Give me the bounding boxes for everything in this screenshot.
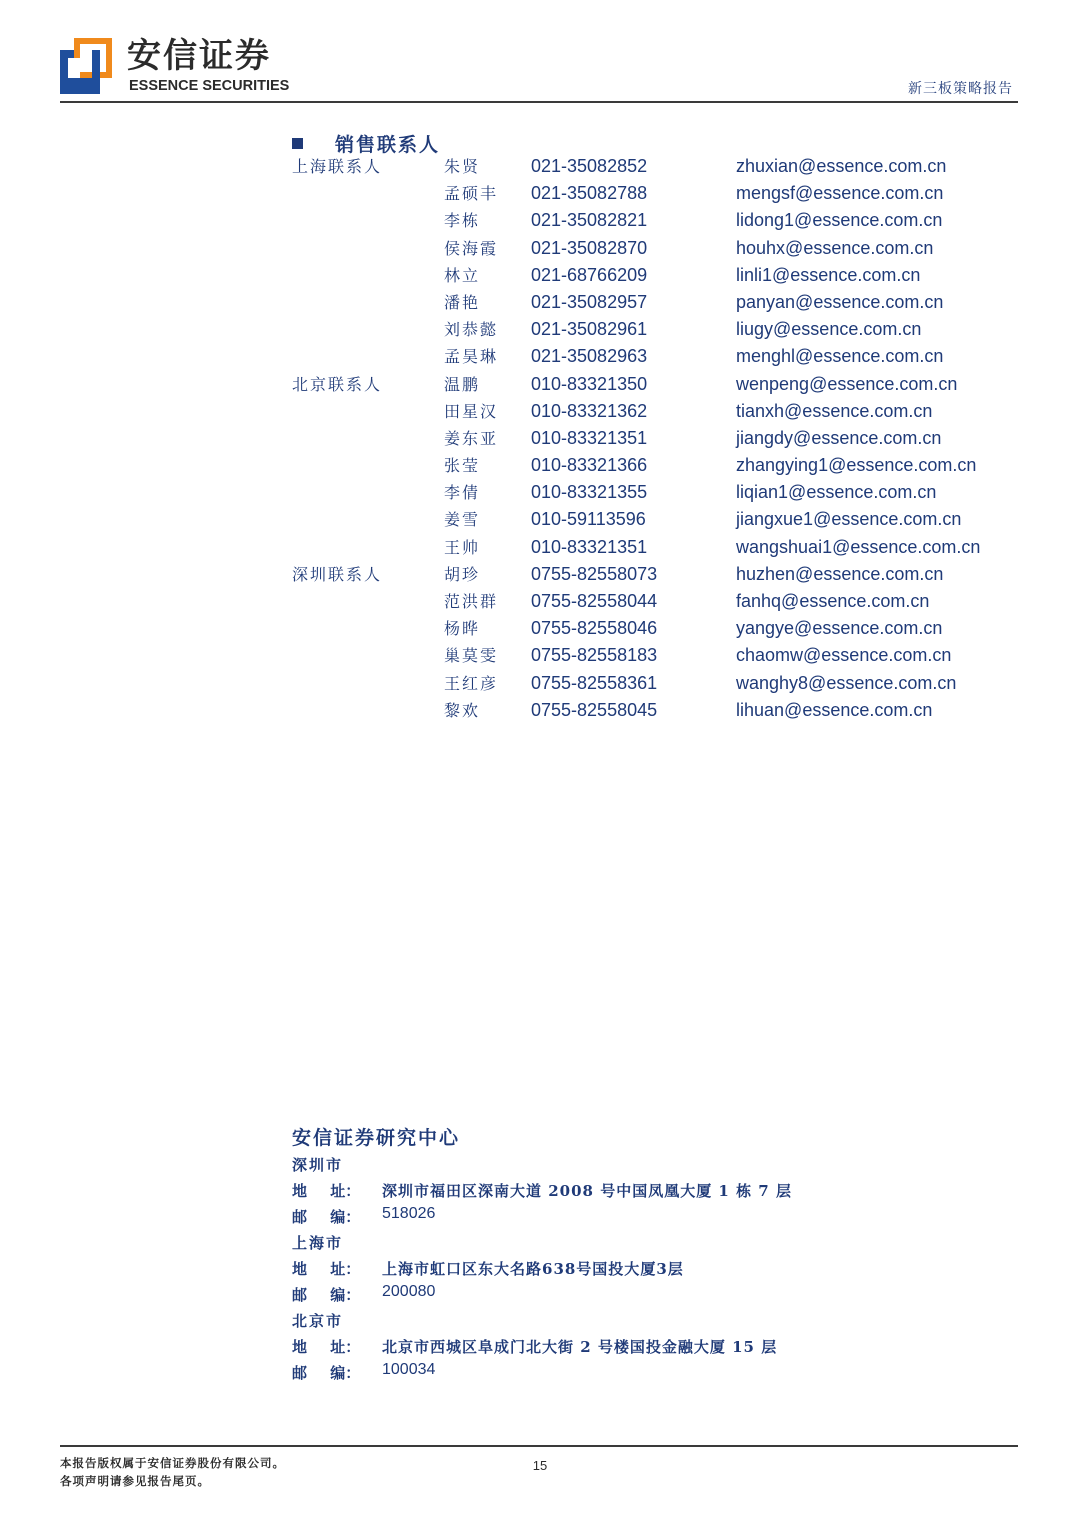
contact-email[interactable]: panyan@essence.com.cn [736,291,944,312]
contact-email[interactable]: wanghy8@essence.com.cn [736,672,957,693]
contact-row [292,262,1018,289]
contact-email[interactable]: fanhq@essence.com.cn [736,591,930,611]
contact-row [292,343,1018,370]
contact-name: 张莹 [444,456,481,476]
contact-phone: 021-35082963 [531,346,648,367]
contact-name: 王帅 [444,537,481,557]
zip-value: 100034 [382,1361,436,1378]
contact-row [292,371,1018,398]
contact-name: 侯海霞 [444,238,499,258]
address-label: 地 址： [292,1338,361,1356]
research-center-title: 安信证券研究中心 [292,1127,461,1149]
contact-region: 上海联系人 [292,157,383,176]
city-name: 深圳市 [292,1156,344,1174]
contact-region: 深圳联系人 [292,564,383,584]
contact-phone: 0755-82558073 [531,563,658,584]
contact-phone: 0755-82558046 [531,618,658,639]
contact-phone: 021-35082870 [531,237,648,258]
sales-title-text: 销售联系人 [335,133,441,156]
contact-email[interactable]: chaomw@essence.com.cn [736,645,952,666]
contact-email[interactable]: zhangying1@essence.com.cn [736,455,977,476]
contact-name: 孟昊琳 [444,347,499,367]
contact-email[interactable]: zhuxian@essence.com.cn [736,156,947,176]
city-list [292,1152,992,1386]
contact-phone: 0755-82558361 [531,672,658,693]
contact-phone: 021-68766209 [531,264,648,285]
contact-row [292,207,1018,234]
contact-email[interactable]: tianxh@essence.com.cn [736,400,933,421]
contact-name: 温鹏 [444,374,481,394]
footer-divider [60,1445,1018,1447]
contact-phone: 021-35082821 [531,210,648,231]
city-block [292,1152,992,1230]
contact-name: 姜雪 [444,510,481,530]
contact-row [292,289,1018,316]
contact-phone: 0755-82558044 [531,591,658,611]
brand-name-cn: 安信证券 [127,36,271,76]
disclaimer-text: 各项声明请参见报告尾页。 [60,1474,210,1488]
contact-phone: 010-83321351 [531,536,648,557]
zip-line [292,1282,992,1308]
contact-row [292,479,1018,506]
contact-name: 王红彦 [444,673,499,693]
contact-row [292,425,1018,452]
zip-value: 518026 [382,1205,436,1222]
contact-row [292,316,1018,343]
contact-name: 李栋 [444,211,481,231]
address-label: 地 址： [292,1182,361,1200]
sales-contact-list [292,153,1018,724]
contact-email[interactable]: lihuan@essence.com.cn [736,699,933,720]
zip-label: 邮 编： [292,1364,361,1382]
contact-phone: 021-35082788 [531,183,648,204]
contact-row [292,615,1018,642]
contact-name: 黎欢 [444,700,481,720]
address-value: 深圳市福田区深南大道 2008 号中国凤凰大厦 1 栋 7 层 [382,1182,792,1200]
research-center [292,1124,992,1386]
zip-line [292,1360,992,1386]
contact-name: 李倩 [444,483,481,503]
zip-label: 邮 编： [292,1208,361,1226]
address-value: 北京市西城区阜成门北大街 2 号楼国投金融大厦 15 层 [382,1338,778,1356]
contact-row [292,506,1018,533]
essence-logo-icon [60,38,112,94]
page-number: 15 [532,1458,548,1473]
contact-name: 范洪群 [444,592,499,611]
contact-email[interactable]: jiangdy@essence.com.cn [736,427,942,448]
report-type: 新三板策略报告 [908,81,1013,97]
contact-email[interactable]: lidong1@essence.com.cn [736,210,943,231]
contact-row [292,670,1018,697]
zip-value: 200080 [382,1283,436,1300]
contact-row [292,180,1018,207]
contact-name: 朱贤 [444,157,481,176]
address-label: 地 址： [292,1260,361,1278]
contact-region: 北京联系人 [292,374,383,394]
contact-row [292,534,1018,561]
square-bullet-icon [292,138,303,149]
contact-phone: 010-83321355 [531,482,648,503]
contact-email[interactable]: wangshuai1@essence.com.cn [736,536,981,557]
contact-phone: 021-35082961 [531,319,648,340]
copyright-text: 本报告版权属于安信证券股份有限公司。 [60,1456,285,1470]
contact-email[interactable]: huzhen@essence.com.cn [736,563,944,584]
contact-email[interactable]: jiangxue1@essence.com.cn [736,509,962,530]
contact-name: 巢莫雯 [444,646,499,666]
contact-row [292,452,1018,479]
footer-notice [60,1454,285,1490]
city-name: 上海市 [292,1234,344,1252]
header-divider [60,101,1018,103]
contact-row [292,398,1018,425]
city-block [292,1230,992,1308]
contact-email[interactable]: wenpeng@essence.com.cn [736,373,958,394]
contact-phone: 010-83321351 [531,427,648,448]
contact-phone: 0755-82558045 [531,699,658,720]
contact-phone: 021-35082957 [531,291,648,312]
contact-email[interactable]: liqian1@essence.com.cn [736,482,937,503]
contact-name: 孟硕丰 [444,184,499,204]
contact-email[interactable]: linli1@essence.com.cn [736,264,921,285]
contact-phone: 0755-82558183 [531,645,658,666]
contact-row [292,153,1018,180]
contact-name: 潘艳 [444,292,481,312]
contact-row [292,697,1018,724]
contact-phone: 010-83321350 [531,373,648,394]
contact-name: 胡珍 [444,564,481,584]
contact-email[interactable]: liugy@essence.com.cn [736,319,922,340]
contact-phone: 010-59113596 [531,509,646,530]
contact-row [292,588,1018,615]
contact-email[interactable]: houhx@essence.com.cn [736,237,934,258]
contact-email[interactable]: menghl@essence.com.cn [736,346,944,367]
contact-phone: 010-83321366 [531,455,648,476]
brand-name-en: ESSENCE SECURITIES [129,78,290,94]
zip-label: 邮 编： [292,1286,361,1304]
contact-row [292,235,1018,262]
zip-line [292,1204,992,1230]
contact-name: 刘恭懿 [444,320,499,340]
contact-row [292,561,1018,588]
contact-name: 姜东亚 [444,428,499,448]
contact-email[interactable]: mengsf@essence.com.cn [736,183,944,204]
city-block [292,1308,992,1386]
contact-phone: 010-83321362 [531,400,648,421]
contact-name: 田星汉 [444,401,499,421]
contact-phone: 021-35082852 [531,156,648,176]
city-name: 北京市 [292,1312,344,1330]
address-value: 上海市虹口区东大名路638号国投大厦3层 [382,1260,684,1278]
contact-name: 杨晔 [444,619,481,639]
contact-name: 林立 [444,265,481,285]
contact-row [292,642,1018,669]
contact-email[interactable]: yangye@essence.com.cn [736,618,943,639]
